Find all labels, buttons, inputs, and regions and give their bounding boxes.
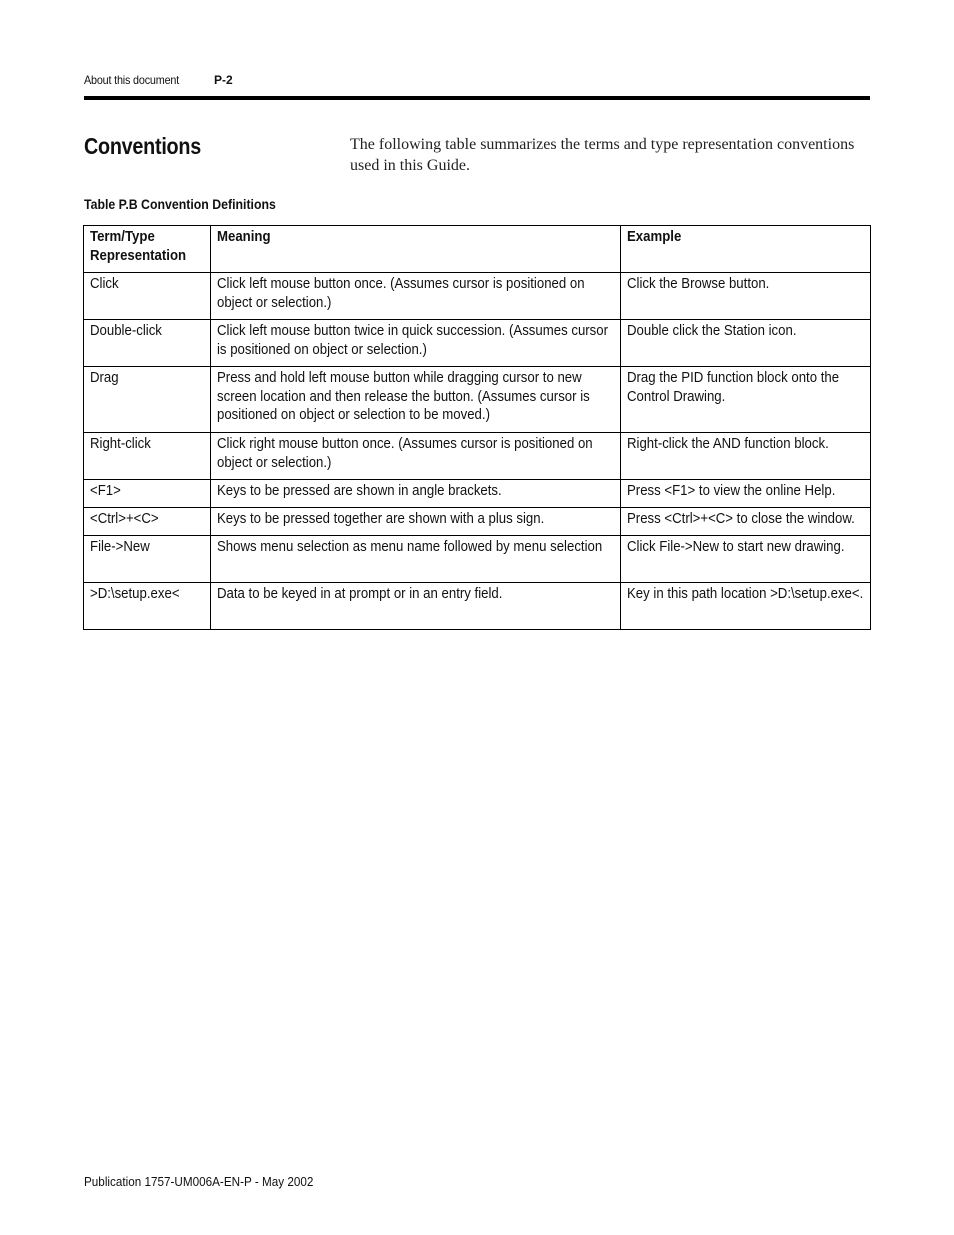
example-cell: Click the Browse button. — [621, 273, 871, 320]
column-header-term: Term/Type Representation — [84, 226, 211, 273]
example-cell: Double click the Station icon. — [621, 320, 871, 367]
running-header-section: About this document — [84, 73, 180, 87]
meaning-cell: Press and hold left mouse button while dragging cursor to new screen location and then release the button. (Assumes cursor is positioned on object or selection to be moved.) — [211, 367, 621, 433]
table-row — [84, 480, 871, 508]
table-caption: Table P.B Convention Definitions — [84, 196, 276, 212]
column-header-meaning: Meaning — [211, 226, 621, 273]
term-cell: Right-click — [84, 433, 211, 480]
table-row — [84, 536, 871, 583]
meaning-cell: Shows menu selection as menu name followed by menu selection — [211, 536, 621, 583]
example-cell: Key in this path location >D:\setup.exe<. — [621, 583, 871, 630]
table-row — [84, 583, 871, 630]
meaning-cell: Data to be keyed in at prompt or in an entry field. — [211, 583, 621, 630]
term-cell: File->New — [84, 536, 211, 583]
table-row — [84, 320, 871, 367]
column-header-example: Example — [621, 226, 871, 273]
table-row — [84, 367, 871, 433]
page-number: P-2 — [214, 73, 233, 87]
term-cell: <F1> — [84, 480, 211, 508]
table-header-row — [84, 226, 871, 273]
section-intro: The following table summarizes the terms and type representation conventions used in this Guide. — [350, 136, 855, 174]
header-rule — [84, 96, 870, 100]
example-cell: Right-click the AND function block. — [621, 433, 871, 480]
term-cell: Double-click — [84, 320, 211, 367]
table-row — [84, 433, 871, 480]
term-cell: Drag — [84, 367, 211, 433]
meaning-cell: Click left mouse button once. (Assumes cursor is positioned on object or selection.) — [211, 273, 621, 320]
term-cell: <Ctrl>+<C> — [84, 508, 211, 536]
meaning-cell: Click right mouse button once. (Assumes cursor is positioned on object or selection.) — [211, 433, 621, 480]
conventions-table — [83, 225, 871, 630]
example-cell: Press <Ctrl>+<C> to close the window. — [621, 508, 871, 536]
term-cell: >D:\setup.exe< — [84, 583, 211, 630]
meaning-cell: Keys to be pressed together are shown with a plus sign. — [211, 508, 621, 536]
table-row — [84, 508, 871, 536]
meaning-cell: Keys to be pressed are shown in angle brackets. — [211, 480, 621, 508]
running-header — [84, 73, 233, 87]
section-title: Conventions — [84, 133, 201, 159]
example-cell: Press <F1> to view the online Help. — [621, 480, 871, 508]
example-cell: Click File->New to start new drawing. — [621, 536, 871, 583]
table-row — [84, 273, 871, 320]
meaning-cell: Click left mouse button twice in quick succession. (Assumes cursor is positioned on object or selection.) — [211, 320, 621, 367]
term-cell: Click — [84, 273, 211, 320]
publication-footer: Publication 1757-UM006A-EN-P - May 2002 — [84, 1174, 314, 1189]
example-cell: Drag the PID function block onto the Control Drawing. — [621, 367, 871, 433]
